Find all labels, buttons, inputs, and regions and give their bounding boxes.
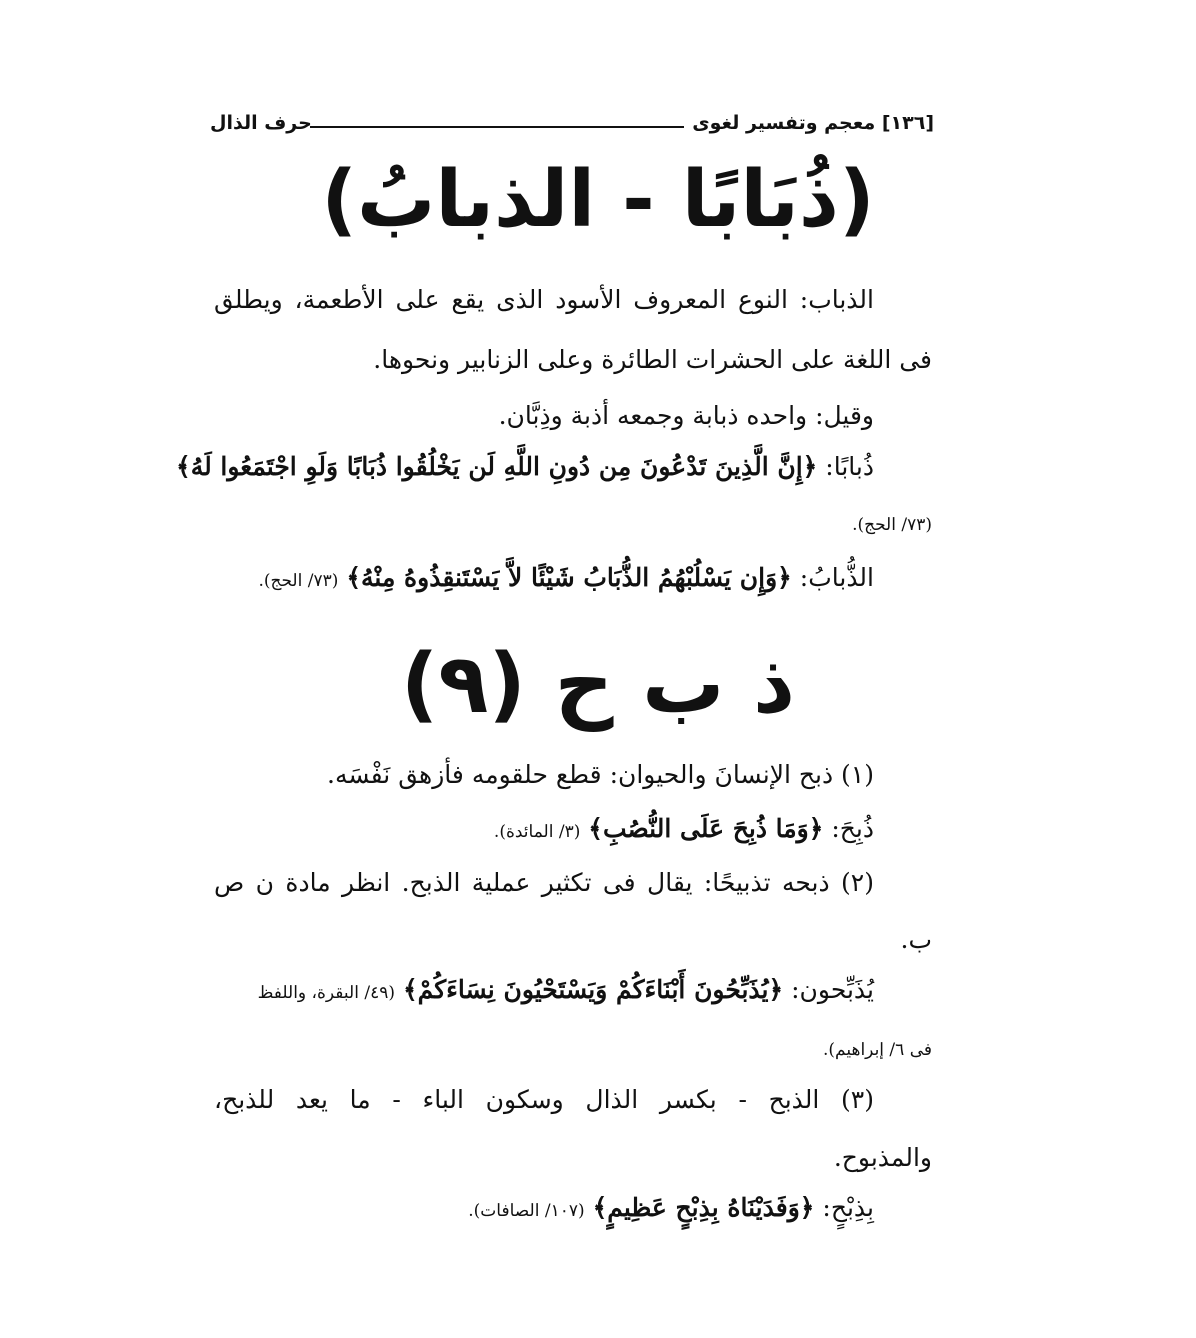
- citation: (٧٣/ الحج).: [258, 571, 339, 591]
- citation: (٤٩/ البقرة، واللفظ: [257, 983, 395, 1003]
- example-word: يُذَبِّحون:: [791, 975, 874, 1004]
- entry1-line3: وقيل: واحده ذبابة وجمعه أذبة وذِبَّان.: [498, 401, 874, 430]
- header-chapter: حرف الذال: [210, 112, 312, 134]
- quran-quote: ﴿وَإِن يَسْلُبْهُمُ الذُّبَابُ شَيْئًا لاَّ يَسْتَنقِذُوهُ مِنْهُ﴾: [346, 563, 792, 592]
- quran-quote: ﴿إِنَّ الَّذِينَ تَدْعُونَ مِن دُونِ اللَّهِ لَن يَخْلُقُوا ذُبَابًا وَلَوِ اجْتَمَعُوا لَهُ﴾: [176, 452, 818, 481]
- entry2-sense2-line1: (٢) ذبحه تذبيحًا: يقال فى تكثير عملية الذبح. انظر مادة ن ص: [214, 868, 874, 897]
- entry-title-dhubab: (ذُبَابًا - الذبابُ): [321, 155, 875, 245]
- entry2-sense3-line2: والمذبوح.: [833, 1143, 932, 1172]
- citation: (٣/ المائدة).: [493, 822, 581, 842]
- quran-quote: ﴿يُذَبِّحُونَ أَبْنَاءَكُمْ وَيَسْتَحْيُونَ نِسَاءَكُمْ﴾: [402, 975, 784, 1004]
- entry2-sense2-citation-cont: فى ٦/ إبراهيم).: [823, 1040, 932, 1060]
- citation: (١٠٧/ الصافات).: [468, 1201, 585, 1221]
- entry2-sense2-line2: ب.: [900, 925, 932, 954]
- entry1-example1: [176, 452, 874, 482]
- quran-quote: ﴿وَفَدَيْنَاهُ بِذِبْحٍ عَظِيمٍ﴾: [592, 1193, 815, 1222]
- entry-title-dh-b-h: ذ ب ح (٩): [400, 637, 796, 732]
- entry2-sense3-line1: (٣) الذبح - بكسر الذال وسكون الباء - ما يعد للذبح،: [214, 1085, 874, 1114]
- example-word: ذُبابًا:: [825, 452, 874, 481]
- entry1-line1: الذباب: النوع المعروف الأسود الذى يقع على الأطعمة، ويطلق: [214, 285, 874, 314]
- header-book-title: [١٣٦] معجم وتفسير لغوى: [692, 112, 934, 134]
- entry2-sense1: (١) ذبح الإنسانَ والحيوان: قطع حلقومه فأزهق نَفْسَه.: [327, 760, 874, 789]
- quran-quote: ﴿وَمَا ذُبِحَ عَلَى النُّصُبِ﴾: [588, 814, 824, 843]
- example-word: بِذِبْحٍ:: [822, 1193, 874, 1222]
- entry2-sense1-example: [494, 814, 874, 844]
- header-rule: [310, 126, 684, 128]
- entry2-sense2-example: [258, 975, 874, 1005]
- entry2-sense3-example: [468, 1193, 874, 1223]
- entry1-example1-citation: (٧٣/ الحج).: [852, 515, 932, 535]
- entry1-example2: [258, 563, 874, 593]
- example-word: الذُّبابُ:: [799, 563, 874, 592]
- entry1-line2: فى اللغة على الحشرات الطائرة وعلى الزنابير ونحوها.: [373, 345, 932, 374]
- example-word: ذُبِحَ:: [831, 814, 874, 843]
